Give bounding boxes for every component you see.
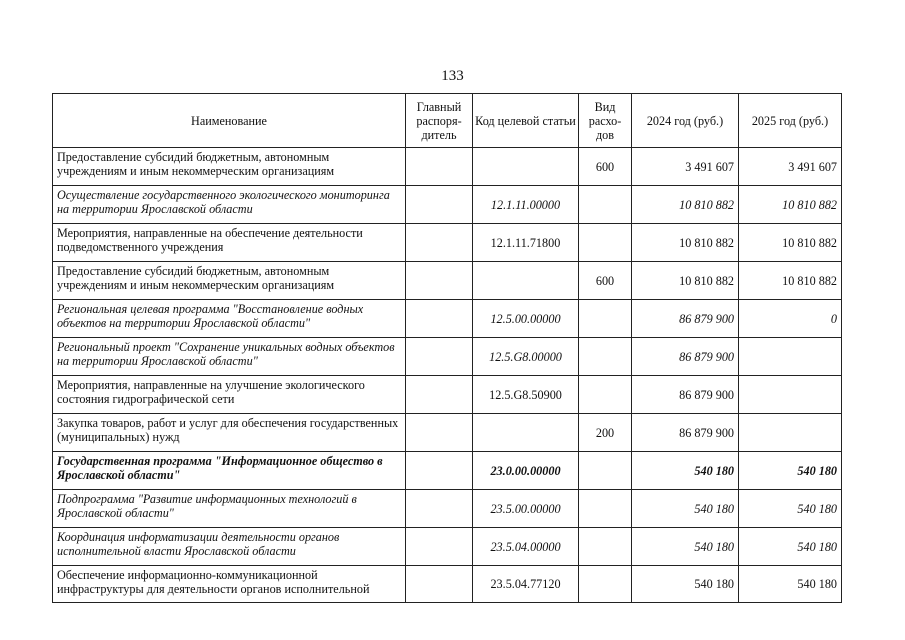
row-expense-type-cell — [579, 338, 632, 376]
row-expense-type-cell — [579, 566, 632, 603]
row-year-2025-cell: 540 180 — [739, 490, 842, 528]
row-year-2025-cell: 10 810 882 — [739, 186, 842, 224]
header-main-manager: Главный распоря-дитель — [406, 94, 473, 148]
header-name: Наименование — [53, 94, 406, 148]
row-name-cell: Подпрограмма "Развитие информационных технологий в Ярославской области" — [53, 490, 406, 528]
table-row — [53, 566, 842, 603]
row-year-2024-cell: 540 180 — [632, 566, 739, 603]
row-year-2025-cell: 10 810 882 — [739, 262, 842, 300]
row-target-code-cell: 12.1.11.00000 — [473, 186, 579, 224]
row-target-code-cell: 23.5.04.00000 — [473, 528, 579, 566]
table-row — [53, 338, 842, 376]
row-main-manager-cell — [406, 376, 473, 414]
row-main-manager-cell — [406, 186, 473, 224]
row-name-cell: Мероприятия, направленные на обеспечение деятельности подведомственного учреждения — [53, 224, 406, 262]
row-year-2024-cell: 10 810 882 — [632, 186, 739, 224]
row-main-manager-cell — [406, 528, 473, 566]
row-expense-type-cell: 600 — [579, 148, 632, 186]
table-row — [53, 528, 842, 566]
row-year-2024-cell: 86 879 900 — [632, 338, 739, 376]
table-row — [53, 224, 842, 262]
row-expense-type-cell: 600 — [579, 262, 632, 300]
row-name-cell: Осуществление государственного экологического мониторинга на территории Ярославской области — [53, 186, 406, 224]
row-main-manager-cell — [406, 414, 473, 452]
row-expense-type-cell — [579, 224, 632, 262]
row-name-cell: Региональный проект "Сохранение уникальных водных объектов на территории Ярославской области" — [53, 338, 406, 376]
row-target-code-cell: 23.5.00.00000 — [473, 490, 579, 528]
table-row — [53, 490, 842, 528]
row-expense-type-cell — [579, 186, 632, 224]
header-target-code: Код целевой статьи — [473, 94, 579, 148]
row-main-manager-cell — [406, 262, 473, 300]
row-year-2025-cell — [739, 376, 842, 414]
row-name-cell: Предоставление субсидий бюджетным, автономным учреждениям и иным некоммерческим организациям — [53, 148, 406, 186]
row-year-2025-cell: 3 491 607 — [739, 148, 842, 186]
header-year-2024: 2024 год (руб.) — [632, 94, 739, 148]
row-main-manager-cell — [406, 148, 473, 186]
row-name-cell: Координация информатизации деятельности органов исполнительной власти Ярославской области — [53, 528, 406, 566]
row-year-2024-cell: 540 180 — [632, 452, 739, 490]
table-row — [53, 262, 842, 300]
page-number: 133 — [441, 68, 464, 84]
row-expense-type-cell — [579, 490, 632, 528]
row-expense-type-cell — [579, 376, 632, 414]
row-target-code-cell — [473, 262, 579, 300]
header-year-2025: 2025 год (руб.) — [739, 94, 842, 148]
row-target-code-cell: 12.1.11.71800 — [473, 224, 579, 262]
row-target-code-cell — [473, 414, 579, 452]
row-year-2025-cell — [739, 414, 842, 452]
row-year-2025-cell: 0 — [739, 300, 842, 338]
row-year-2024-cell: 3 491 607 — [632, 148, 739, 186]
row-expense-type-cell — [579, 300, 632, 338]
row-target-code-cell: 23.5.04.77120 — [473, 566, 579, 603]
row-year-2024-cell: 86 879 900 — [632, 414, 739, 452]
row-main-manager-cell — [406, 566, 473, 603]
row-name-cell: Мероприятия, направленные на улучшение экологического состояния гидрографической сети — [53, 376, 406, 414]
row-name-cell: Предоставление субсидий бюджетным, автономным учреждениям и иным некоммерческим организациям — [53, 262, 406, 300]
row-year-2025-cell: 540 180 — [739, 566, 842, 603]
row-year-2024-cell: 540 180 — [632, 528, 739, 566]
row-expense-type-cell: 200 — [579, 414, 632, 452]
row-target-code-cell: 23.0.00.00000 — [473, 452, 579, 490]
budget-table — [52, 93, 842, 603]
row-year-2024-cell: 540 180 — [632, 490, 739, 528]
row-target-code-cell — [473, 148, 579, 186]
row-name-cell: Государственная программа "Информационное общество в Ярославской области" — [53, 452, 406, 490]
row-target-code-cell: 12.5.G8.00000 — [473, 338, 579, 376]
row-year-2025-cell: 540 180 — [739, 528, 842, 566]
row-expense-type-cell — [579, 452, 632, 490]
row-name-cell: Обеспечение информационно-коммуникационной инфраструктуры для деятельности органов исполнительной — [53, 566, 406, 603]
row-name-cell: Региональная целевая программа "Восстановление водных объектов на территории Ярославской области" — [53, 300, 406, 338]
table-row — [53, 414, 842, 452]
row-expense-type-cell — [579, 528, 632, 566]
row-target-code-cell: 12.5.G8.50900 — [473, 376, 579, 414]
table-header — [53, 94, 842, 148]
row-year-2024-cell: 10 810 882 — [632, 224, 739, 262]
table-row — [53, 376, 842, 414]
table-row — [53, 300, 842, 338]
row-year-2025-cell: 10 810 882 — [739, 224, 842, 262]
table-row — [53, 452, 842, 490]
row-year-2024-cell: 86 879 900 — [632, 300, 739, 338]
table-body — [53, 148, 842, 603]
row-main-manager-cell — [406, 338, 473, 376]
header-expense-type: Вид расхо-дов — [579, 94, 632, 148]
row-main-manager-cell — [406, 224, 473, 262]
row-target-code-cell: 12.5.00.00000 — [473, 300, 579, 338]
row-year-2024-cell: 86 879 900 — [632, 376, 739, 414]
row-year-2025-cell — [739, 338, 842, 376]
row-year-2025-cell: 540 180 — [739, 452, 842, 490]
row-year-2024-cell: 10 810 882 — [632, 262, 739, 300]
table-row — [53, 148, 842, 186]
row-main-manager-cell — [406, 452, 473, 490]
table-row — [53, 186, 842, 224]
row-main-manager-cell — [406, 490, 473, 528]
row-main-manager-cell — [406, 300, 473, 338]
row-name-cell: Закупка товаров, работ и услуг для обеспечения государственных (муниципальных) нужд — [53, 414, 406, 452]
